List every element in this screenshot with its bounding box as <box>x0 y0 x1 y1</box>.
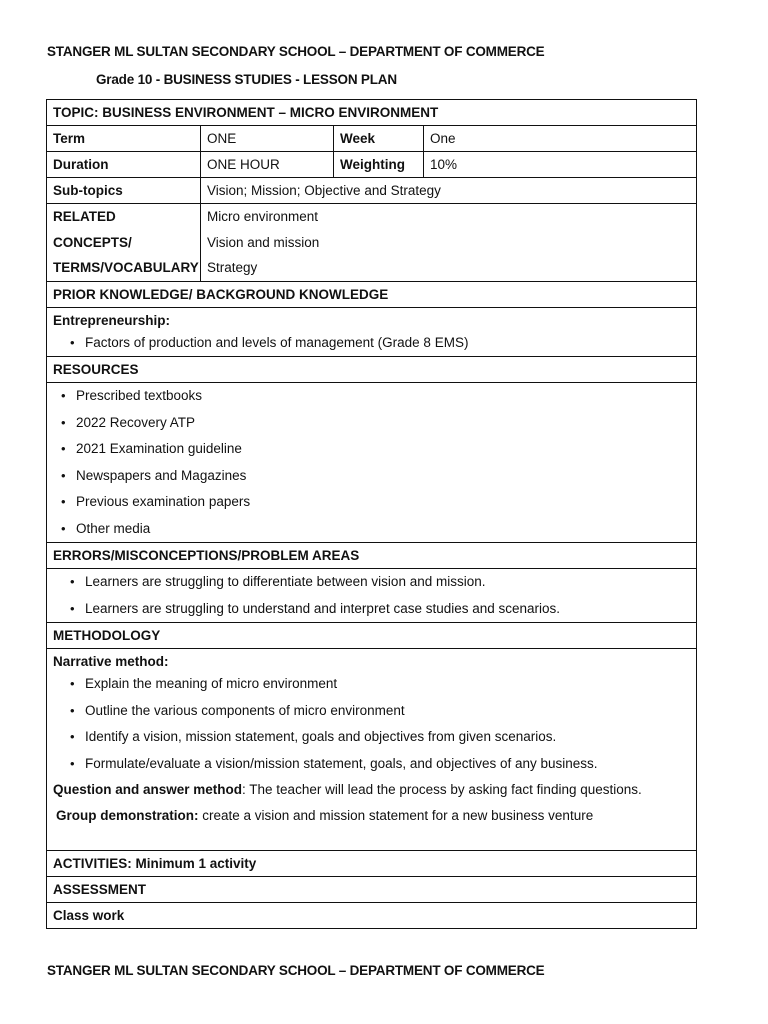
weighting-value: 10% <box>424 152 697 178</box>
subtopics-label: Sub-topics <box>47 178 201 204</box>
resources-heading-row <box>47 357 697 383</box>
concept-item: Vision and mission <box>207 234 320 250</box>
resources-row <box>47 383 697 543</box>
narrative-method-label: Narrative method: <box>53 654 169 669</box>
week-label: Week <box>334 126 424 152</box>
subtopics-value: Vision; Mission; Objective and Strategy <box>201 178 697 204</box>
concepts-label-line1: RELATED CONCEPTS/ <box>53 209 132 250</box>
question-answer-text: : The teacher will lead the process by asking fact finding questions. <box>242 782 642 797</box>
list-item: • Learners are struggling to differentiate between vision and mission. <box>85 569 690 596</box>
concept-item: Micro environment <box>207 209 319 224</box>
lesson-plan-subtitle: Grade 10 - BUSINESS STUDIES - LESSON PLAN <box>96 72 397 87</box>
errors-list <box>47 569 697 623</box>
list-item: • Factors of production and levels of management (Grade 8 EMS) <box>85 330 690 357</box>
group-demonstration-text: create a vision and mission statement for a new business venture <box>198 808 594 823</box>
methodology-heading: METHODOLOGY <box>47 623 697 649</box>
errors-heading: ERRORS/MISCONCEPTIONS/PROBLEM AREAS <box>47 543 697 569</box>
list-item: • Outline the various components of micro environment <box>85 698 690 725</box>
list-item: • Newspapers and Magazines <box>76 463 690 490</box>
school-footer-header: STANGER ML SULTAN SECONDARY SCHOOL – DEPARTMENT OF COMMERCE <box>47 963 545 978</box>
term-value: ONE <box>201 126 334 152</box>
list-item: • Prescribed textbooks <box>76 383 690 410</box>
activities-row <box>47 851 697 877</box>
entrepreneurship-label: Entrepreneurship: <box>53 312 171 328</box>
assessment-row <box>47 877 697 903</box>
prior-knowledge-heading-row <box>47 281 697 307</box>
weighting-label: Weighting <box>334 152 424 178</box>
duration-value: ONE HOUR <box>201 152 334 178</box>
group-demonstration-line <box>53 803 690 829</box>
activities-heading: ACTIVITIES: Minimum 1 activity <box>47 851 697 877</box>
question-answer-label: Question and answer method <box>53 782 243 797</box>
prior-knowledge-content <box>47 307 697 357</box>
list-item: • Identify a vision, mission statement, goals and objectives from given scenarios. <box>85 724 690 751</box>
question-answer-line <box>53 777 690 803</box>
list-item: • Formulate/evaluate a vision/mission statement, goals, and objectives of any business. <box>85 751 690 778</box>
errors-row <box>47 569 697 623</box>
list-item: • Explain the meaning of micro environment <box>85 671 690 698</box>
classwork-row <box>47 903 697 929</box>
concepts-row <box>47 204 697 282</box>
list-item: • Learners are struggling to understand and interpret case studies and scenarios. <box>85 596 690 623</box>
lesson-plan-table <box>46 99 697 929</box>
school-header: STANGER ML SULTAN SECONDARY SCHOOL – DEPARTMENT OF COMMERCE <box>47 44 545 59</box>
methodology-row <box>47 649 697 851</box>
resources-list <box>47 383 697 543</box>
duration-label: Duration <box>47 152 201 178</box>
group-demonstration-label: Group demonstration: <box>56 808 199 823</box>
prior-knowledge-row <box>47 307 697 357</box>
week-value: One <box>424 126 697 152</box>
term-label: Term <box>47 126 201 152</box>
duration-row <box>47 152 697 178</box>
term-row <box>47 126 697 152</box>
errors-heading-row <box>47 543 697 569</box>
concepts-label-line2: TERMS/VOCABULARY <box>53 260 199 275</box>
prior-knowledge-heading: PRIOR KNOWLEDGE/ BACKGROUND KNOWLEDGE <box>47 281 697 307</box>
concepts-label <box>47 204 201 282</box>
concept-item: Strategy <box>207 260 258 275</box>
list-item: • 2021 Examination guideline <box>76 436 690 463</box>
list-item: • Previous examination papers <box>76 489 690 516</box>
resources-heading: RESOURCES <box>47 357 697 383</box>
list-item: • Other media <box>76 516 690 543</box>
concepts-list <box>201 204 697 282</box>
topic-title: TOPIC: BUSINESS ENVIRONMENT – MICRO ENVIRONMENT <box>47 100 697 126</box>
classwork-label: Class work <box>47 903 697 929</box>
methodology-heading-row <box>47 623 697 649</box>
list-item: • 2022 Recovery ATP <box>76 410 690 437</box>
subtopics-row <box>47 178 697 204</box>
topic-row <box>47 100 697 126</box>
assessment-heading: ASSESSMENT <box>47 877 697 903</box>
methodology-content <box>47 649 697 851</box>
